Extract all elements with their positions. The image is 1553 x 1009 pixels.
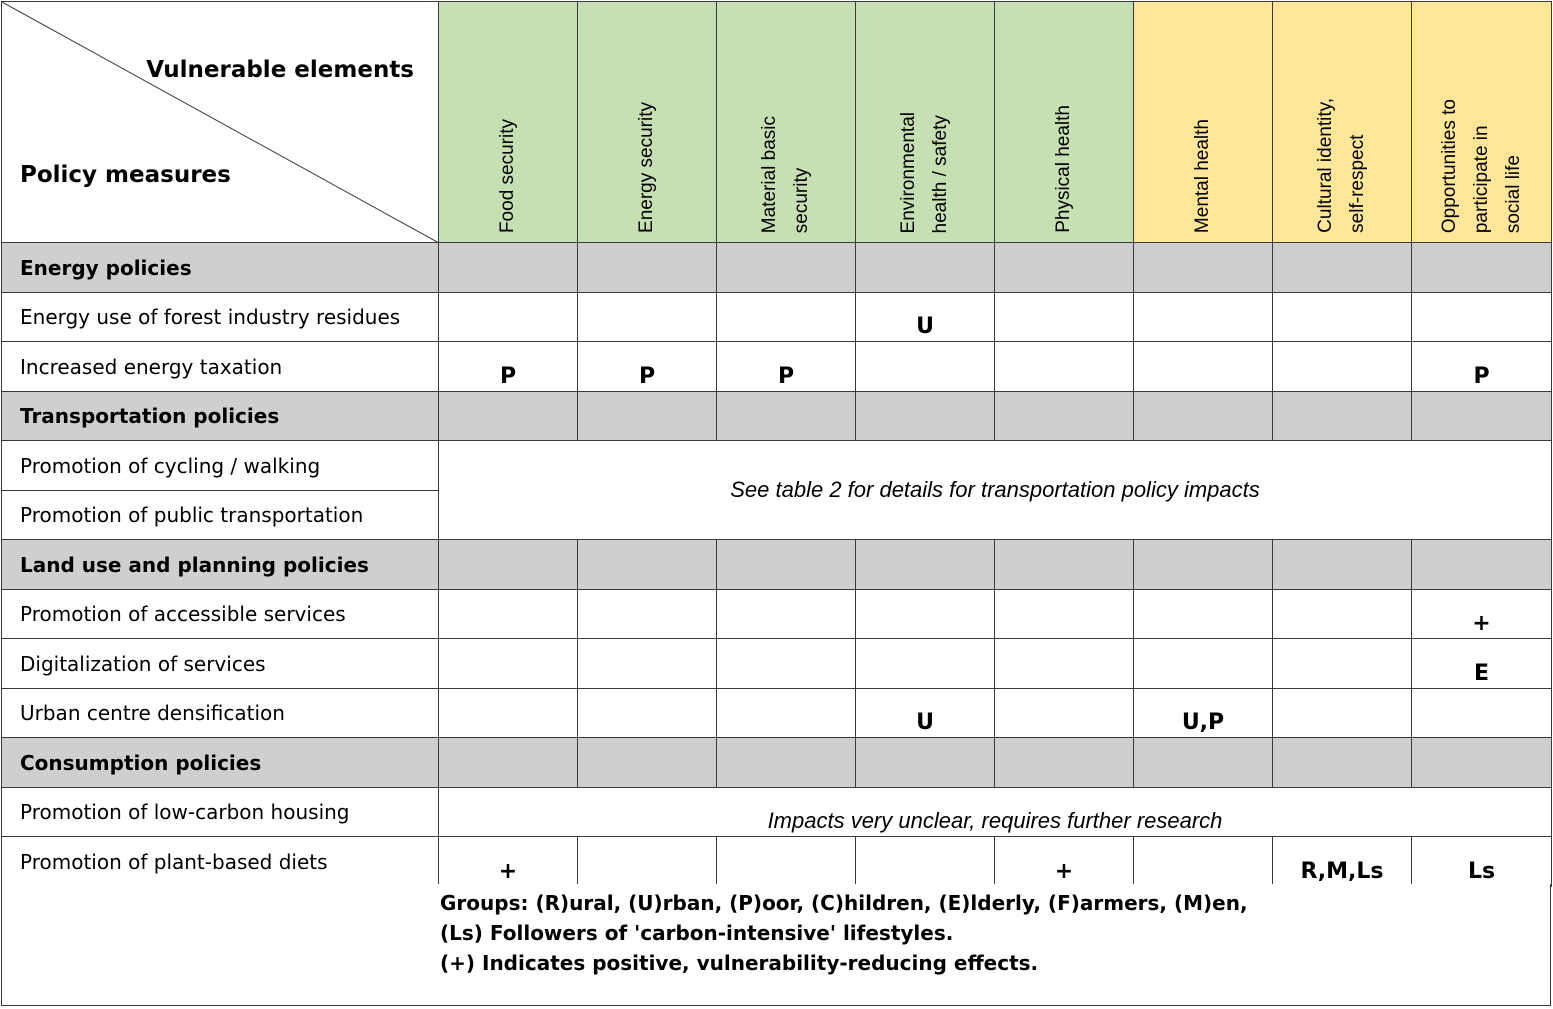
section-cell bbox=[717, 243, 856, 293]
section-cell bbox=[1412, 243, 1552, 293]
legend-footer bbox=[1, 884, 1551, 1006]
impact-cell bbox=[439, 590, 578, 639]
row-label: Promotion of plant-based diets bbox=[2, 837, 439, 887]
section-label: Consumption policies bbox=[2, 738, 439, 788]
column-header-label: Physical health bbox=[1053, 105, 1074, 233]
impact-cell: E bbox=[1412, 639, 1552, 689]
impact-cell bbox=[1273, 639, 1412, 689]
section-cell bbox=[856, 540, 995, 590]
impact-cell bbox=[717, 590, 856, 639]
legend-line-positive: (+) Indicates positive, vulnerability-reducing effects. bbox=[440, 951, 1039, 975]
impact-cell bbox=[717, 837, 856, 887]
impact-cell bbox=[1273, 689, 1412, 738]
section-cell bbox=[995, 392, 1134, 441]
section-cell bbox=[439, 738, 578, 788]
section-cell bbox=[578, 243, 717, 293]
impact-cell bbox=[578, 293, 717, 342]
transport-note: See table 2 for details for transportation policy impacts bbox=[439, 441, 1552, 540]
section-row-energy bbox=[2, 243, 1552, 293]
column-header-label: Food security bbox=[497, 118, 518, 233]
column-header-material-basic-security bbox=[717, 2, 856, 243]
column-header-physical-health bbox=[995, 2, 1134, 243]
section-label: Transportation policies bbox=[2, 392, 439, 441]
impact-cell: U bbox=[856, 293, 995, 342]
header-row bbox=[2, 2, 1552, 243]
impact-cell bbox=[578, 590, 717, 639]
impact-cell bbox=[1273, 293, 1412, 342]
impact-cell: + bbox=[995, 837, 1134, 887]
row-label: Digitalization of services bbox=[2, 639, 439, 689]
impact-cell bbox=[1134, 342, 1273, 392]
section-cell bbox=[1273, 243, 1412, 293]
row-label: Promotion of public transportation bbox=[2, 491, 439, 540]
row-label: Urban centre densification bbox=[2, 689, 439, 738]
table-row bbox=[2, 689, 1552, 738]
column-header-label: Material basic security bbox=[759, 115, 812, 233]
table-row bbox=[2, 639, 1552, 689]
vulnerable-elements-label: Vulnerable elements bbox=[146, 57, 414, 83]
legend-line-lifestyles: (Ls) Followers of 'carbon-intensive' lifestyles. bbox=[440, 921, 954, 945]
table-row bbox=[2, 441, 1552, 491]
impact-cell bbox=[1412, 689, 1552, 738]
table-row bbox=[2, 590, 1552, 639]
impact-cell bbox=[856, 590, 995, 639]
impact-cell: P bbox=[578, 342, 717, 392]
section-cell bbox=[856, 243, 995, 293]
section-cell bbox=[1412, 540, 1552, 590]
impact-cell: U,P bbox=[1134, 689, 1273, 738]
column-header-label: Energy security bbox=[636, 102, 657, 233]
impact-cell: R,M,Ls bbox=[1273, 837, 1412, 887]
legend-line-groups: Groups: (R)ural, (U)rban, (P)oor, (C)hildren, (E)lderly, (F)armers, (M)en, bbox=[440, 891, 1248, 915]
section-cell bbox=[1134, 243, 1273, 293]
section-cell bbox=[856, 392, 995, 441]
table-row bbox=[2, 837, 1552, 887]
impact-cell: Ls bbox=[1412, 837, 1552, 887]
legend-text bbox=[440, 888, 1248, 978]
column-header-mental-health bbox=[1134, 2, 1273, 243]
impact-cell bbox=[1273, 590, 1412, 639]
section-label: Land use and planning policies bbox=[2, 540, 439, 590]
section-cell bbox=[439, 540, 578, 590]
section-cell bbox=[1134, 392, 1273, 441]
column-header-environmental-health bbox=[856, 2, 995, 243]
section-cell bbox=[578, 738, 717, 788]
section-row-transportation bbox=[2, 392, 1552, 441]
section-cell bbox=[1134, 738, 1273, 788]
impact-cell: + bbox=[1412, 590, 1552, 639]
section-cell bbox=[995, 738, 1134, 788]
section-cell bbox=[717, 738, 856, 788]
impact-cell bbox=[1412, 293, 1552, 342]
impact-cell bbox=[995, 689, 1134, 738]
column-header-energy-security bbox=[578, 2, 717, 243]
impact-cell bbox=[1134, 590, 1273, 639]
impact-cell bbox=[995, 342, 1134, 392]
impact-cell: + bbox=[439, 837, 578, 887]
table-row bbox=[2, 293, 1552, 342]
section-cell bbox=[578, 540, 717, 590]
housing-note: Impacts very unclear, requires further research bbox=[439, 788, 1552, 837]
section-cell bbox=[1273, 392, 1412, 441]
column-header-label: Opportunities to participate in social life bbox=[1438, 98, 1524, 233]
impact-cell bbox=[717, 293, 856, 342]
section-row-land-use bbox=[2, 540, 1552, 590]
row-label: Promotion of cycling / walking bbox=[2, 441, 439, 491]
section-cell bbox=[439, 392, 578, 441]
column-header-social-participation bbox=[1412, 2, 1552, 243]
impact-cell bbox=[439, 689, 578, 738]
impact-cell: U bbox=[856, 689, 995, 738]
section-cell bbox=[717, 540, 856, 590]
diagonal-divider bbox=[2, 2, 439, 243]
row-label: Energy use of forest industry residues bbox=[2, 293, 439, 342]
impact-cell bbox=[856, 639, 995, 689]
impact-cell bbox=[439, 639, 578, 689]
impact-cell bbox=[578, 639, 717, 689]
impact-cell bbox=[856, 342, 995, 392]
policy-vulnerability-table bbox=[1, 1, 1552, 887]
section-cell bbox=[995, 540, 1134, 590]
impact-cell bbox=[1134, 837, 1273, 887]
impact-cell bbox=[717, 689, 856, 738]
column-header-label: Cultural identity, self-respect bbox=[1315, 98, 1368, 233]
table-row bbox=[2, 788, 1552, 837]
column-header-cultural-identity bbox=[1273, 2, 1412, 243]
impact-cell bbox=[439, 293, 578, 342]
impact-cell bbox=[856, 837, 995, 887]
impact-cell: P bbox=[717, 342, 856, 392]
table-row bbox=[2, 342, 1552, 392]
impact-cell bbox=[995, 590, 1134, 639]
section-cell bbox=[578, 392, 717, 441]
section-cell bbox=[1412, 392, 1552, 441]
policy-measures-label: Policy measures bbox=[20, 162, 231, 188]
row-label: Increased energy taxation bbox=[2, 342, 439, 392]
row-label: Promotion of low-carbon housing bbox=[2, 788, 439, 837]
impact-cell bbox=[1273, 342, 1412, 392]
section-cell bbox=[439, 243, 578, 293]
impact-cell bbox=[995, 293, 1134, 342]
section-cell bbox=[1273, 540, 1412, 590]
impact-cell bbox=[578, 689, 717, 738]
impact-cell bbox=[1134, 639, 1273, 689]
impact-cell: P bbox=[1412, 342, 1552, 392]
impact-cell bbox=[1134, 293, 1273, 342]
impact-cell bbox=[995, 639, 1134, 689]
section-row-consumption bbox=[2, 738, 1552, 788]
column-header-food-security bbox=[439, 2, 578, 243]
section-label: Energy policies bbox=[2, 243, 439, 293]
section-cell bbox=[1412, 738, 1552, 788]
section-cell bbox=[856, 738, 995, 788]
column-header-label: Mental health bbox=[1192, 118, 1213, 233]
impact-cell bbox=[717, 639, 856, 689]
row-label: Promotion of accessible services bbox=[2, 590, 439, 639]
section-cell bbox=[995, 243, 1134, 293]
section-cell bbox=[1134, 540, 1273, 590]
impact-cell bbox=[578, 837, 717, 887]
impact-cell: P bbox=[439, 342, 578, 392]
corner-cell bbox=[2, 2, 439, 243]
column-header-label: Environmental health / safety bbox=[898, 111, 951, 233]
section-cell bbox=[1273, 738, 1412, 788]
section-cell bbox=[717, 392, 856, 441]
